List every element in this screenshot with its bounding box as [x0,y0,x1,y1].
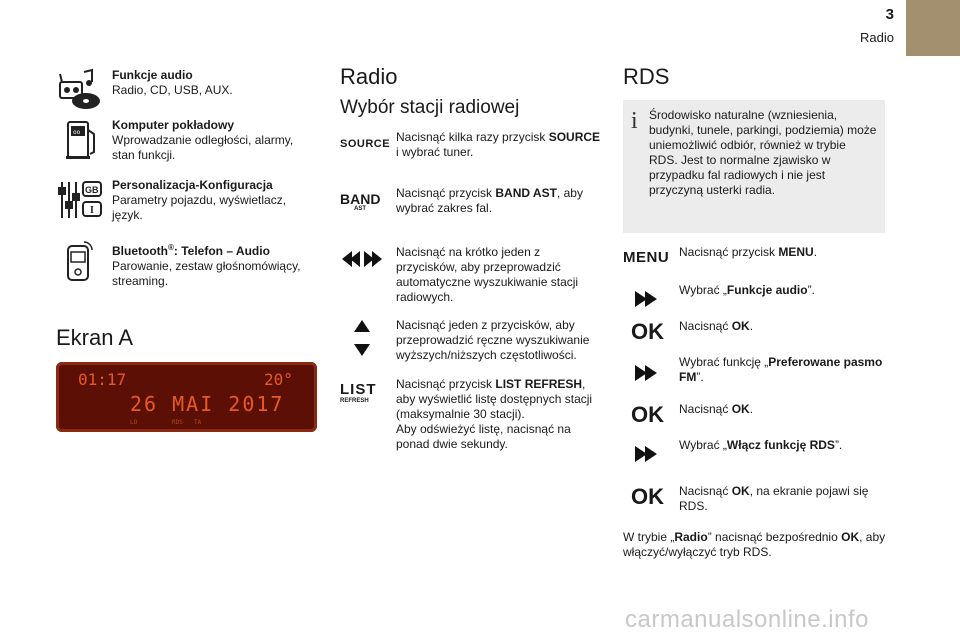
feature-desc: Radio, CD, USB, AUX. [112,83,233,97]
rds-heading: RDS [623,64,670,89]
page-number: 3 [885,6,894,23]
feature-desc: Parowanie, zestaw głośnomówiący, streaming. [112,259,301,288]
feature-desc: Parametry pojazdu, wyświetlacz, język. [112,193,287,222]
settings-sliders-icon [56,178,104,222]
list-refresh-button-icon: LIST REFRESH [340,381,377,404]
band-button-icon: BAND AST [340,191,381,212]
screen-a-heading: Ekran A [56,325,134,350]
up-down-arrows-icon [340,318,388,358]
forward-arrow-icon [623,442,673,466]
radio-display [56,362,317,432]
display-temperature: 20° [264,370,293,389]
phone-icon [56,240,104,284]
display-date: 26 MAI 2017 [130,392,285,416]
info-icon: i [631,108,638,134]
display-flag-rds: RDS [172,419,183,426]
display-time: 01:17 [78,370,127,389]
audio-functions-icon [56,68,104,112]
fuel-pump-icon [56,118,104,162]
forward-arrow-icon [623,287,673,311]
forward-arrow-icon [623,361,673,385]
chapter-tab [906,0,960,56]
radio-subheading: Wybór stacji radiowej [340,97,520,118]
feature-title: Funkcje audio [112,68,193,82]
feature-title: Komputer pokładowy [112,118,235,132]
display-flag-lo: LO [130,419,138,426]
feature-title: Personalizacja-Konfiguracja [112,178,273,192]
feature-desc: Wprowadzanie odległości, alarmy, stan funkcji. [112,133,294,162]
ok-button-icon: OK [631,402,664,427]
feature-title: Bluetooth®: Telefon – Audio [112,243,270,258]
info-note-text: Środowisko naturalne (wzniesienia, budynki, tunele, parkingi, podziemia) może uniemożliwić odbiór, również w trybie RDS. Jest to normalne zjawisko w przypadku fal radiowych i nie jest przyczyną usterki radia. [649,108,877,197]
info-note [623,100,885,233]
radio-heading: Radio [340,64,398,89]
source-button-icon: SOURCE [340,138,391,150]
svg-text:oo: oo [73,129,81,136]
svg-text:GB: GB [85,185,99,195]
section-label: Radio [860,30,894,45]
menu-button-icon: MENU [623,249,670,266]
seek-arrows-icon [340,247,388,271]
rds-footer-note: W trybie „Radio” nacisnąć bezpośrednio OK, aby włączyć/wyłączyć tryb RDS. [623,530,886,559]
svg-text:I: I [90,205,94,216]
ok-button-icon: OK [631,319,664,344]
ok-button-icon: OK [631,484,664,509]
watermark: carmanualsonline.info [625,606,869,633]
display-flag-ta: TA [194,419,202,426]
